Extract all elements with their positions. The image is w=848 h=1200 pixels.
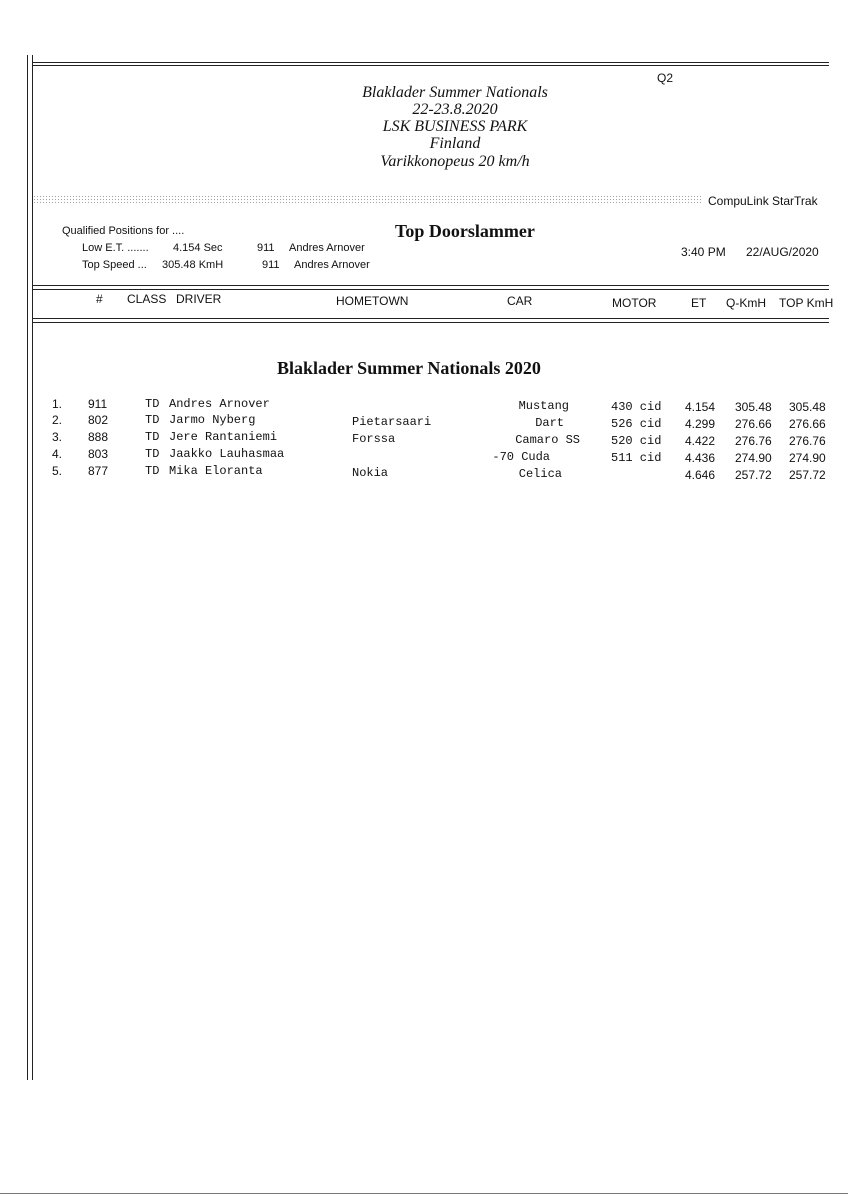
row-class: TD xyxy=(145,397,160,411)
row-driver: Andres Arnover xyxy=(169,397,270,411)
frame-left-outer xyxy=(27,55,28,1080)
report-time: 3:40 PM xyxy=(681,245,726,259)
row-topkmh: 257.72 xyxy=(789,468,826,482)
section-rule-1 xyxy=(33,285,829,286)
row-position: 2. xyxy=(52,413,63,427)
col-header-et: ET xyxy=(691,296,707,310)
row-car-number: 802 xyxy=(88,413,109,427)
top-speed-value: 305.48 KmH xyxy=(162,259,224,271)
row-car-number: 877 xyxy=(88,464,109,478)
col-header-topkmh: TOP KmH xyxy=(779,296,834,310)
row-car-number: 911 xyxy=(88,397,108,411)
colhead-rule-2 xyxy=(33,322,829,323)
row-qkmh: 257.72 xyxy=(735,468,772,482)
row-position: 1. xyxy=(52,397,63,411)
col-header-driver: DRIVER xyxy=(176,292,222,306)
row-motor: 430 cid xyxy=(611,400,662,414)
event-dates: 22-23.8.2020 xyxy=(412,101,498,118)
top-speed-label: Top Speed ... xyxy=(82,259,147,271)
row-class: TD xyxy=(145,413,160,427)
top-speed-car-number: 911 xyxy=(262,259,280,271)
top-rule-2 xyxy=(33,65,829,66)
row-car: Mustang xyxy=(518,399,569,413)
page-bottom-rule xyxy=(0,1193,848,1194)
row-motor: 511 cid xyxy=(611,451,662,465)
row-et: 4.422 xyxy=(685,434,716,448)
row-car-number: 803 xyxy=(88,447,109,461)
col-header-class: CLASS xyxy=(127,292,167,306)
row-driver: Jaakko Lauhasmaa xyxy=(169,447,285,461)
row-topkmh: 305.48 xyxy=(789,400,826,414)
row-driver: Jere Rantaniemi xyxy=(169,430,278,444)
row-motor: 526 cid xyxy=(611,417,662,431)
row-motor: 520 cid xyxy=(611,434,662,448)
row-class: TD xyxy=(145,447,160,461)
row-position: 3. xyxy=(52,430,63,444)
category-title: Top Doorslammer xyxy=(395,221,535,241)
row-class: TD xyxy=(145,430,160,444)
row-et: 4.299 xyxy=(685,417,716,431)
row-car: Dart xyxy=(535,416,564,430)
row-hometown: Pietarsaari xyxy=(352,415,432,429)
system-label: CompuLink StarTrak xyxy=(708,194,818,208)
frame-left-inner xyxy=(32,55,33,1080)
row-qkmh: 276.76 xyxy=(735,434,772,448)
row-et: 4.154 xyxy=(685,400,716,414)
top-rule-1 xyxy=(33,62,829,63)
event-country: Finland xyxy=(429,135,481,152)
row-et: 4.646 xyxy=(685,468,716,482)
row-driver: Mika Eloranta xyxy=(169,464,263,478)
row-position: 5. xyxy=(52,464,63,478)
event-pit-speed: Varikkonopeus 20 km/h xyxy=(380,153,530,170)
results-title: Blaklader Summer Nationals 2020 xyxy=(277,358,541,378)
report-date: 22/AUG/2020 xyxy=(746,245,819,259)
row-qkmh: 274.90 xyxy=(735,451,772,465)
colhead-rule-1 xyxy=(33,318,829,319)
row-topkmh: 276.76 xyxy=(789,434,826,448)
row-car: -70 Cuda xyxy=(492,450,550,464)
low-et-driver: Andres Arnover xyxy=(289,242,365,254)
col-header-number: # xyxy=(96,292,103,306)
row-hometown: Forssa xyxy=(352,432,396,446)
row-car-number: 888 xyxy=(88,430,109,444)
col-header-hometown: HOMETOWN xyxy=(336,294,409,308)
session-label: Q2 xyxy=(657,71,674,85)
low-et-car-number: 911 xyxy=(257,242,275,254)
row-qkmh: 276.66 xyxy=(735,417,772,431)
row-position: 4. xyxy=(52,447,63,461)
section-rule-2 xyxy=(33,289,829,290)
row-et: 4.436 xyxy=(685,451,716,465)
event-venue: LSK BUSINESS PARK xyxy=(382,118,528,135)
low-et-label: Low E.T. ....... xyxy=(82,242,149,254)
col-header-car: CAR xyxy=(507,294,533,308)
dotted-divider xyxy=(33,195,701,205)
top-speed-driver: Andres Arnover xyxy=(294,259,370,271)
row-car: Camaro SS xyxy=(515,433,580,447)
row-qkmh: 305.48 xyxy=(735,400,772,414)
row-car: Celica xyxy=(518,467,562,481)
low-et-value: 4.154 Sec xyxy=(173,242,223,254)
row-topkmh: 274.90 xyxy=(789,451,826,465)
row-class: TD xyxy=(145,464,160,478)
row-driver: Jarmo Nyberg xyxy=(169,413,256,427)
row-hometown: Nokia xyxy=(352,466,389,480)
col-header-motor: MOTOR xyxy=(612,296,657,310)
row-topkmh: 276.66 xyxy=(789,417,826,431)
col-header-qkmh: Q-KmH xyxy=(726,296,766,310)
qualified-label: Qualified Positions for .... xyxy=(62,225,185,237)
event-title: Blaklader Summer Nationals xyxy=(362,84,548,101)
